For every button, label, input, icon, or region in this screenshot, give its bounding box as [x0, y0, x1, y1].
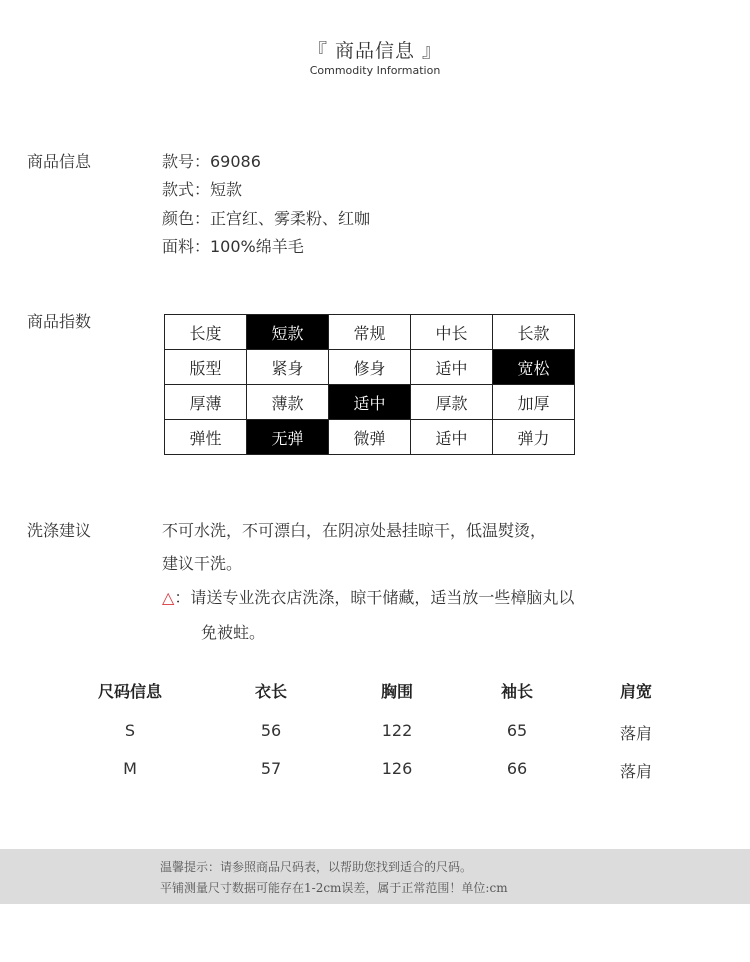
index-row-label: 长度: [165, 315, 247, 350]
size-cell: 65: [506, 721, 528, 740]
colors: 颜色：正宫红、雾柔粉、红咖: [162, 209, 371, 228]
index-option: 适中: [329, 385, 411, 420]
size-header: 尺码信息: [97, 682, 162, 701]
index-option: 长款: [493, 315, 575, 350]
size-cell: S: [124, 721, 136, 740]
size-cell: 126: [381, 759, 413, 778]
index-option: 常规: [329, 315, 411, 350]
size-cell: 57: [260, 759, 282, 778]
size-cell: M: [123, 759, 137, 778]
style-number: 款号：69086: [162, 152, 261, 171]
index-option: 厚款: [411, 385, 493, 420]
size-header: 衣长: [254, 682, 287, 701]
index-option: 中长: [411, 315, 493, 350]
fabric: 面料：100%绵羊毛: [162, 237, 304, 256]
index-option: 微弹: [329, 420, 411, 455]
index-option: 加厚: [493, 385, 575, 420]
index-row-label: 版型: [165, 350, 247, 385]
index-row-label: 厚薄: [165, 385, 247, 420]
index-option: 修身: [329, 350, 411, 385]
washing-warning: [162, 585, 574, 608]
size-header: 肩宽: [619, 682, 652, 701]
index-option: 无弹: [247, 420, 329, 455]
washing-line-2: 建议干洗。: [162, 554, 243, 573]
size-cell: 122: [381, 721, 413, 740]
warning-text-2: 免被蛀。: [201, 623, 266, 642]
warning-text-1: ：请送专业洗衣店洗涤，晾干储藏，适当放一些樟脑丸以: [174, 588, 575, 607]
section-title: 『 商品信息 』: [307, 40, 443, 62]
index-row: [165, 385, 575, 420]
index-option: 宽松: [493, 350, 575, 385]
index-option: 适中: [411, 350, 493, 385]
tip-line-2: 平铺测量尺寸数据可能存在1-2cm误差，属于正常范围！单位:cm: [160, 881, 508, 895]
tip-line-1: 温馨提示：请参照商品尺码表，以帮助您找到适合的尺码。: [160, 860, 473, 874]
washing-advice-label: 洗涤建议: [27, 521, 92, 540]
size-cell: 66: [506, 759, 528, 778]
index-option: 薄款: [247, 385, 329, 420]
index-row: [165, 350, 575, 385]
size-header: 胸围: [380, 682, 413, 701]
washing-line-1: 不可水洗，不可漂白，在阴凉处悬挂晾干，低温熨烫，: [162, 521, 547, 540]
index-option: 适中: [411, 420, 493, 455]
size-cell: 落肩: [619, 762, 652, 781]
section-subtitle: Commodity Information: [309, 64, 441, 77]
product-index-table: [164, 314, 575, 455]
commodity-info-label: 商品信息: [27, 152, 92, 171]
index-row-label: 弹性: [165, 420, 247, 455]
size-cell: 56: [260, 721, 282, 740]
product-index-label: 商品指数: [27, 312, 92, 331]
index-option: 短款: [247, 315, 329, 350]
index-row: [165, 420, 575, 455]
index-row: [165, 315, 575, 350]
warning-triangle-icon: △: [162, 588, 175, 607]
style-type: 款式：短款: [162, 180, 243, 199]
index-option: 弹力: [493, 420, 575, 455]
size-cell: 落肩: [619, 724, 652, 743]
size-header: 袖长: [500, 682, 533, 701]
index-option: 紧身: [247, 350, 329, 385]
